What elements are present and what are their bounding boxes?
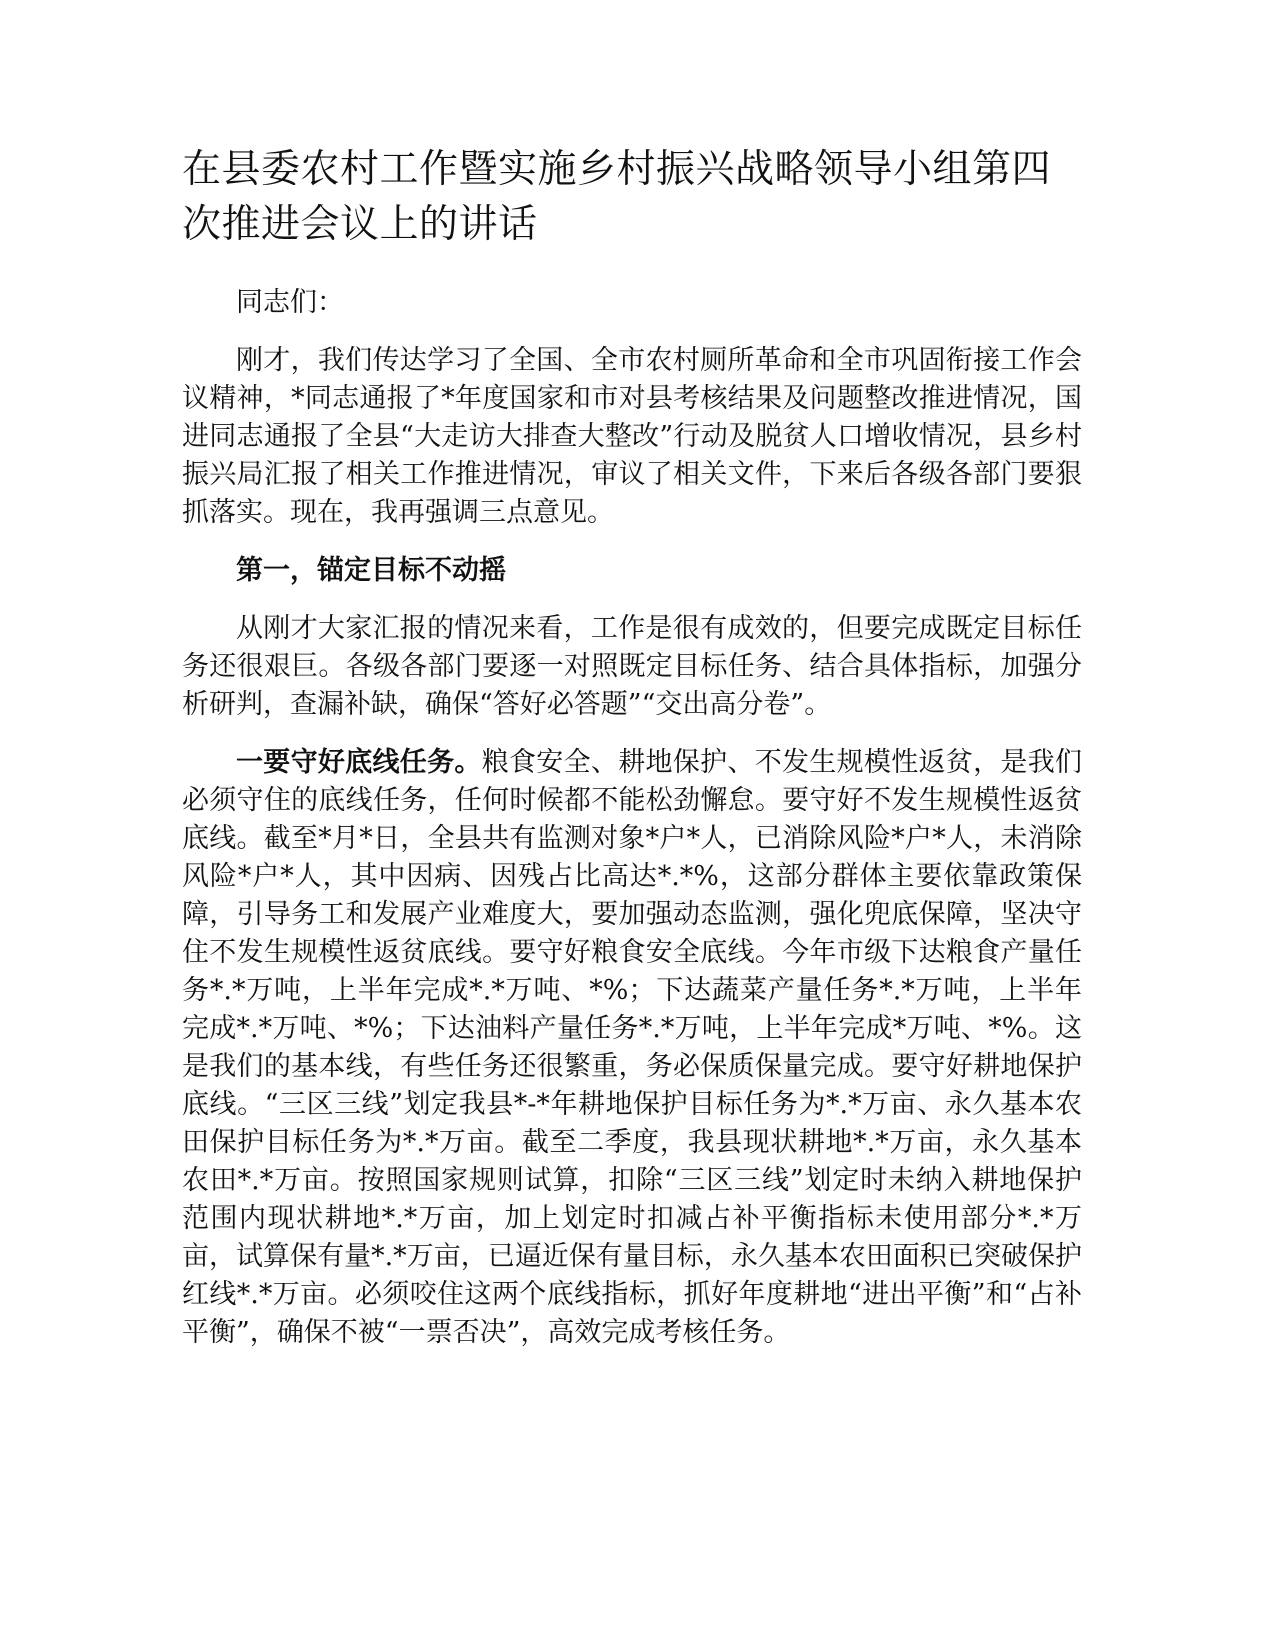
salutation: 同志们： <box>236 287 344 318</box>
intro-paragraph: 刚才，我们传达学习了全国、全市农村厕所革命和全市巩固衔接工作会议精神，*同志通报了*年度国家和市对县考核结果及问题整改推进情况，国进同志通报了全县“大走访大排查大整改”行动及脱贫人口增收情况，县乡村振兴局汇报了相关工作推进情况，审议了相关文件，下来后各级各部门要狠抓落实。现在，我再强调三点意见。 <box>182 345 1082 528</box>
document-page <box>182 142 1082 1352</box>
point-1-body: 粮食安全、耕地保护、不发生规模性返贫，是我们必须守住的底线任务，任何时候都不能松劲懈怠。要守好不发生规模性返贫底线。截至*月*日，全县共有监测对象*户*人，已消除风险*户*人，未消除风险*户*人，其中因病、因残占比高达*.*%，这部分群体主要依靠政策保障，引导务工和发展产业难度大，要加强动态监测，强化兜底保障，坚决守住不发生规模性返贫底线。要守好粮食安全底线。今年市级下达粮食产量任务*.*万吨，上半年完成*.*万吨、*%；下达蔬菜产量任务*.*万吨，上半年完成*.*万吨、*%；下达油料产量任务*.*万吨，上半年完成*万吨、*%。这是我们的基本线，有些任务还很繁重，务必保质保量完成。要守好耕地保护底线。“三区三线”划定我县*-*年耕地保护目标任务为*.*万亩、永久基本农田保护目标任务为*.*万亩。截至二季度，我县现状耕地*.*万亩，永久基本农田*.*万亩。按照国家规则试算，扣除“三区三线”划定时未纳入耕地保护范围内现状耕地*.*万亩，加上划定时扣减占补平衡指标未使用部分*.*万亩，试算保有量*.*万亩，已逼近保有量目标，永久基本农田面积已突破保护红线*.*万亩。必须咬住这两个底线指标，抓好年度耕地“进出平衡”和“占补平衡”，确保不被“一票否决”，高效完成考核任务。 <box>182 747 1083 1348</box>
section-1-paragraph: 从刚才大家汇报的情况来看，工作是很有成效的，但要完成既定目标任务还很艰巨。各级各部门要逐一对照既定目标任务、结合具体指标，加强分析研判，查漏补缺，确保“答好必答题”“交出高分卷”。 <box>182 613 1082 720</box>
section-heading-1: 第一，锚定目标不动摇 <box>236 555 506 586</box>
point-1-paragraph <box>182 744 1082 1352</box>
point-1-lead: 一要守好底线任务。 <box>236 747 482 778</box>
document-title: 在县委农村工作暨实施乡村振兴战略领导小组第四次推进会议上的讲话 <box>182 147 1052 247</box>
